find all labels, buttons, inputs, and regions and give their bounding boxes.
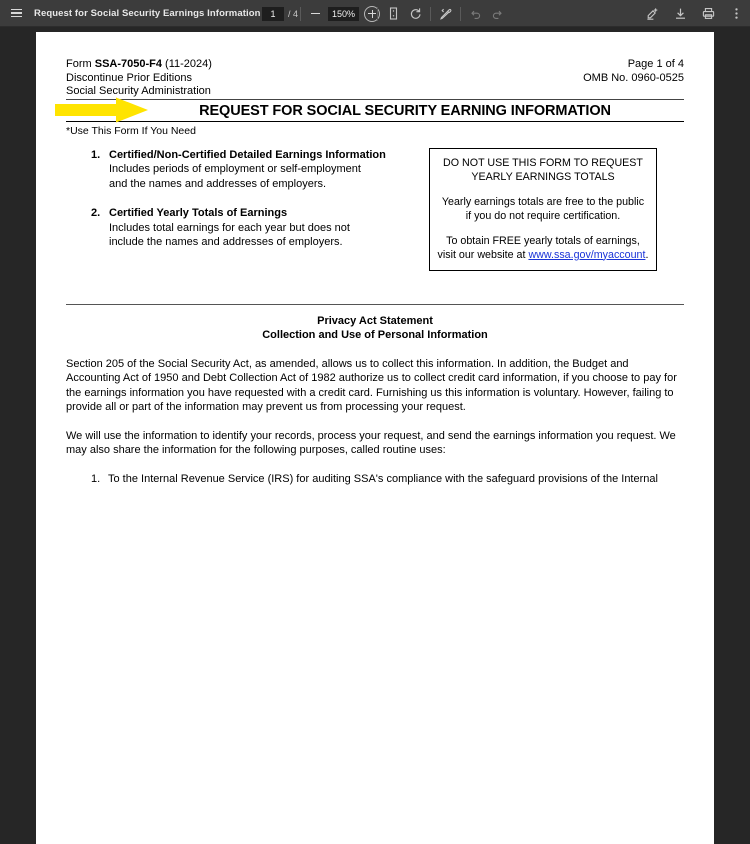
fit-page-icon[interactable] bbox=[386, 6, 401, 21]
notice-body-line1: Yearly earnings totals are free to the public bbox=[441, 195, 645, 208]
notice-visit-text: visit our website at bbox=[437, 248, 529, 261]
annotate-icon[interactable] bbox=[438, 6, 453, 21]
routine-item-number: 1. bbox=[91, 473, 101, 486]
do-not-use-notice-box bbox=[429, 148, 657, 271]
form-body-columns bbox=[66, 148, 684, 271]
notice-spacer-1 bbox=[436, 184, 650, 195]
toolbar-right-actions bbox=[645, 0, 744, 27]
list-item-number: 1. bbox=[91, 148, 101, 161]
routine-uses-list bbox=[66, 472, 684, 487]
more-options-icon[interactable] bbox=[729, 6, 744, 21]
pdf-toolbar bbox=[0, 0, 750, 27]
toolbar-separator-4 bbox=[460, 7, 461, 21]
form-header bbox=[66, 58, 684, 99]
yellow-arrow-annotation[interactable] bbox=[54, 97, 149, 123]
privacy-heading-line1: Privacy Act Statement bbox=[317, 314, 433, 327]
notice-spacer-2 bbox=[436, 223, 650, 234]
print-icon[interactable] bbox=[701, 6, 716, 21]
list-item-line2: and the names and addresses of employers. bbox=[109, 177, 327, 190]
use-form-caption: *Use This Form If You Need bbox=[66, 124, 196, 137]
notice-body-line3: To obtain FREE yearly totals of earnings, bbox=[446, 234, 640, 247]
notice-head-line1: DO NOT USE THIS FORM TO REQUEST bbox=[443, 156, 643, 169]
privacy-heading bbox=[66, 314, 684, 343]
form-header-left bbox=[66, 58, 212, 99]
discontinue-line: Discontinue Prior Editions bbox=[66, 71, 192, 84]
notice-head-line2: YEARLY EARNINGS TOTALS bbox=[471, 170, 615, 183]
notice-body-line2: if you do not require certification. bbox=[465, 209, 621, 222]
privacy-divider bbox=[66, 304, 684, 305]
hamburger-icon-glyph bbox=[11, 7, 22, 20]
toolbar-tools bbox=[386, 0, 505, 27]
privacy-paragraph-2: We will use the information to identify your records, process your request, and send the earnings information you request. We may also share the information for the following purposes, called routine uses: bbox=[66, 429, 676, 457]
list-item-line1: Includes periods of employment or self-employment bbox=[109, 163, 361, 175]
agency-line: Social Security Administration bbox=[66, 85, 211, 97]
list-item-line2: include the names and addresses of employers. bbox=[109, 236, 343, 248]
list-item-content bbox=[109, 148, 386, 192]
list-item-title: Certified Yearly Totals of Earnings bbox=[109, 207, 288, 219]
form-header-right bbox=[583, 58, 684, 85]
toolbar-separator-3 bbox=[430, 7, 431, 21]
header-divider bbox=[66, 99, 684, 100]
form-usage-list bbox=[66, 148, 421, 271]
privacy-heading-line2: Collection and Use of Personal Information bbox=[262, 329, 488, 341]
form-label: Form bbox=[66, 58, 95, 70]
page-of-label: Page 1 of 4 bbox=[627, 58, 684, 70]
hamburger-menu-icon[interactable] bbox=[2, 0, 30, 27]
zoom-out-button[interactable] bbox=[308, 6, 323, 21]
form-date: (11-2024) bbox=[162, 58, 212, 70]
form-main-title: REQUEST FOR SOCIAL SECURITY EARNING INFORMATION bbox=[199, 102, 611, 119]
pdf-page-1 bbox=[36, 32, 714, 844]
undo-icon[interactable] bbox=[468, 6, 483, 21]
privacy-paragraph-1: Section 205 of the Social Security Act, as amended, allows us to collect this information. In addition, the Budget and Accounting Act of 1950 and Debt Collection Act of 1982 authorize us to collect credit card information, if you choose to pay for the earnings information you have requested with a credit card. Furnishing us this information is voluntary. However, failing to provide all or part of the information may prevent us from processing your request. bbox=[66, 357, 677, 414]
page-navigation bbox=[262, 0, 298, 27]
toolbar-separator-1 bbox=[300, 7, 301, 21]
list-item-line1: Includes total earnings for each year but does not bbox=[109, 221, 350, 234]
page-count-label: / 4 bbox=[288, 8, 299, 19]
toolbar-separator-2 bbox=[377, 7, 378, 21]
form-number-line bbox=[66, 58, 212, 72]
add-highlight-icon[interactable] bbox=[645, 6, 660, 21]
list-item bbox=[91, 472, 684, 487]
document-title: Request for Social Security Earnings Information bbox=[34, 7, 261, 19]
list-item-number: 2. bbox=[91, 207, 101, 219]
routine-item-text: To the Internal Revenue Service (IRS) for auditing SSA's compliance with the safeguard provisions of the Internal bbox=[108, 473, 658, 486]
rotate-icon[interactable] bbox=[408, 6, 423, 21]
list-item-title: Certified/Non-Certified Detailed Earnings Information bbox=[109, 148, 386, 161]
page-number-input[interactable]: 1 bbox=[262, 7, 284, 21]
ssa-myaccount-link[interactable]: www.ssa.gov/myaccount bbox=[528, 248, 646, 261]
form-number: SSA-7050-F4 bbox=[94, 58, 162, 70]
list-item-content bbox=[109, 206, 350, 250]
pdf-viewer[interactable] bbox=[0, 27, 750, 486]
omb-number: OMB No. 0960-0525 bbox=[583, 71, 684, 84]
list-item bbox=[91, 206, 421, 250]
download-icon[interactable] bbox=[673, 6, 688, 21]
notice-body-line4 bbox=[436, 248, 650, 262]
zoom-level-value[interactable]: 150% bbox=[328, 7, 359, 21]
redo-icon[interactable] bbox=[490, 6, 505, 21]
title-divider bbox=[66, 121, 684, 122]
list-item bbox=[91, 148, 421, 192]
notice-period: . bbox=[645, 248, 649, 261]
zoom-controls bbox=[308, 0, 380, 27]
